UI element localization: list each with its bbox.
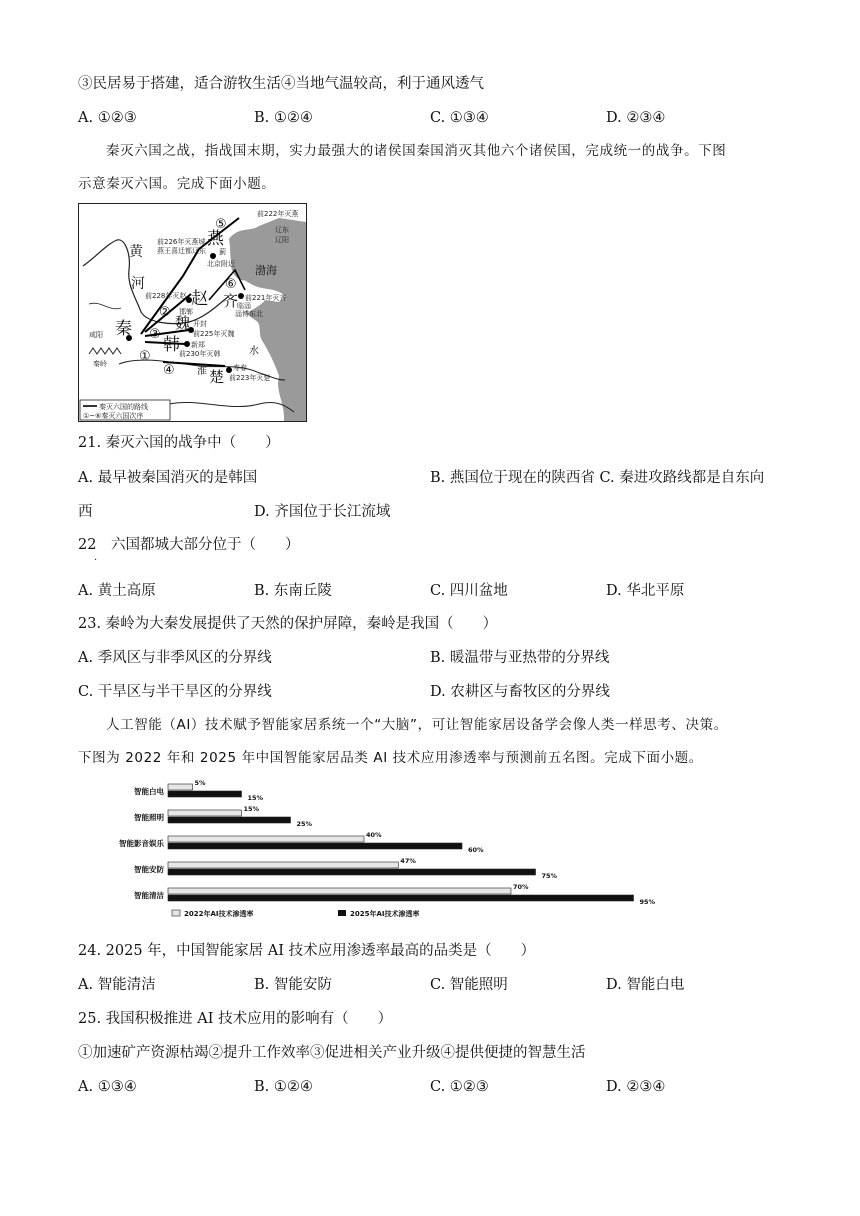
q20-option-b[interactable]: B. ①②④	[254, 110, 313, 126]
bar-2022	[168, 784, 193, 790]
data-label: 15%	[247, 794, 264, 802]
map-label-order-2: ②	[159, 305, 171, 320]
map-label-yellow: 黄	[129, 244, 143, 260]
q23-option-c[interactable]: C. 干旱区与半干旱区的分界线	[78, 684, 272, 700]
q20-statement-line: ③民居易于搭建，适合游牧生活④当地气温较高，利于通风透气	[78, 76, 484, 92]
q22-dot: .	[94, 552, 98, 563]
q23-option-a[interactable]: A. 季风区与非季风区的分界线	[78, 650, 272, 666]
q21-stem: 21. 秦灭六国的战争中（ ）	[78, 435, 280, 451]
bar-2022	[168, 888, 511, 894]
q21-option-a[interactable]: A. 最早被秦国消灭的是韩国	[78, 470, 258, 486]
q24-option-d[interactable]: D. 智能白电	[606, 977, 685, 993]
map-label-linzi: 临淄	[237, 302, 251, 310]
data-label: 25%	[296, 820, 313, 828]
data-label: 40%	[366, 831, 382, 839]
map-label-order-5: ⑤	[215, 217, 227, 232]
q20-option-d[interactable]: D. ②③④	[606, 110, 666, 126]
map-label-bohai: 渤海	[255, 264, 277, 277]
map-label-event-228: 前228年灭赵	[145, 292, 187, 300]
legend-swatch-2025	[338, 910, 346, 916]
ai-intro-line-1: 人工智能（AI）技术赋予智能家居系统一个“大脑”，可让智能家居设备学会像人类一样思考、决策。	[106, 717, 728, 733]
ai-penetration-bar-chart	[92, 778, 656, 926]
map-label-river: 河	[131, 276, 145, 292]
q24-stem: 24. 2025 年，中国智能家居 AI 技术应用渗透率最高的品类是（ ）	[78, 943, 536, 959]
q23-option-d[interactable]: D. 农耕区与畜牧区的分界线	[430, 684, 610, 700]
map-label-event-225: 前225年灭魏	[193, 330, 235, 338]
map-label-wei: 魏	[175, 314, 191, 332]
data-label: 75%	[541, 872, 558, 880]
map-label-zhao: 赵	[191, 289, 208, 309]
map-label-xinzheng: 新郑	[191, 341, 205, 349]
q24-option-a[interactable]: A. 智能清洁	[78, 977, 156, 993]
bar-2022	[168, 836, 364, 842]
map-label-handan: 邯郸	[179, 308, 193, 316]
q22-option-b[interactable]: B. 东南丘陵	[254, 583, 332, 599]
map-label-event-226b: 燕王喜迁都辽东	[157, 247, 206, 255]
map-label-event-230: 前230年灭韩	[179, 350, 221, 358]
map-label-event-223: 前223年灭楚	[229, 374, 271, 382]
map-label-liaoyang: 辽阳	[275, 236, 289, 244]
map-label-event-221: 前221年灭齐	[245, 294, 287, 302]
q25-option-c[interactable]: C. ①②③	[430, 1079, 489, 1095]
q22-stem: 22 六国都城大部分位于（ ）	[78, 537, 300, 553]
q22-option-c[interactable]: C. 四川盆地	[430, 583, 508, 599]
map-label-order-3: ③	[149, 327, 161, 342]
data-label: 60%	[468, 846, 484, 854]
q20-option-a[interactable]: A. ①②③	[78, 110, 137, 126]
data-label: 70%	[513, 883, 529, 891]
q25-statements: ①加速矿产资源枯竭②提升工作效率③促进相关产业升级④提供便捷的智慧生活	[78, 1045, 586, 1061]
map-label-shui: 水	[249, 346, 259, 357]
category-label: 智能安防	[134, 865, 164, 874]
q22-option-a[interactable]: A. 黄土高原	[78, 583, 156, 599]
wei-river-line	[89, 303, 121, 309]
q25-option-d[interactable]: D. ②③④	[606, 1079, 666, 1095]
category-label: 智能白电	[134, 787, 164, 796]
q23-option-b[interactable]: B. 暖温带与亚热带的分界线	[430, 650, 610, 666]
q25-stem: 25. 我国积极推进 AI 技术应用的影响有（ ）	[78, 1011, 393, 1027]
category-label: 智能影音娱乐	[119, 839, 164, 848]
q21-option-b-c[interactable]: B. 燕国位于现在的陕西省 C. 秦进攻路线都是自东向	[430, 470, 765, 486]
legend-label-2022: 2022年AI技术渗透率	[184, 910, 254, 918]
category-label: 智能清洁	[134, 891, 164, 900]
map-label-chu: 楚	[209, 368, 225, 386]
data-label: 47%	[400, 857, 416, 865]
yellow-river-line	[83, 240, 229, 324]
legend-route-text: 秦灭六国的路线	[99, 403, 148, 411]
bar-2025	[168, 791, 242, 797]
map-label-qinling: 秦岭	[93, 360, 107, 368]
map-label-shouchun: 寿春	[233, 364, 247, 372]
map-label-event-222: 前222年灭燕	[257, 210, 299, 218]
map-label-han: 韩	[163, 335, 180, 355]
legend-swatch-2022	[172, 910, 180, 916]
map-label-yan: 燕	[207, 229, 224, 249]
bar-2022	[168, 810, 242, 816]
data-label: 5%	[194, 779, 206, 787]
xinzheng-capital-dot	[184, 341, 190, 347]
q24-option-c[interactable]: C. 智能照明	[430, 977, 508, 993]
linzi-capital-dot	[238, 293, 244, 299]
legend-order-text: ①~⑥秦灭六国次序	[83, 412, 144, 420]
qin-intro-line-1: 秦灭六国之战，指战国末期，实力最强大的诸侯国秦国消灭其他六个诸侯国，完成统一的战争。下图	[106, 143, 727, 159]
data-label: 95%	[639, 898, 656, 906]
map-label-order-6: ⑥	[225, 277, 237, 292]
map-label-liaodong: 辽东	[275, 226, 289, 234]
qinling-mountains	[89, 348, 121, 354]
map-label-huai: 淮	[197, 366, 207, 377]
q23-stem: 23. 秦岭为大秦发展提供了天然的保护屏障，秦岭是我国（ ）	[78, 616, 498, 632]
map-label-kaifeng: 开封	[193, 320, 207, 328]
sea-area	[229, 218, 306, 421]
qin-intro-line-2: 示意秦灭六国。完成下面小题。	[78, 176, 276, 192]
bar-chart-svg	[92, 778, 656, 926]
q21-option-d[interactable]: D. 齐国位于长江流域	[254, 504, 391, 520]
q20-option-c[interactable]: C. ①③④	[430, 110, 489, 126]
ai-intro-line-2: 下图为 2022 年和 2025 年中国智能家居品类 AI 技术应用渗透率与预测前五名图。完成下面小题。	[78, 750, 703, 766]
map-label-xianyang: 咸阳	[89, 331, 103, 339]
map-label-zibo: 淄博东北	[235, 310, 263, 318]
map-label-event-226a: 前226年灭燕城	[157, 238, 206, 246]
ji-capital-dot	[210, 253, 216, 259]
q24-option-b[interactable]: B. 智能安防	[254, 977, 332, 993]
category-label: 智能照明	[134, 813, 164, 822]
map-label-qi: 齐	[223, 292, 239, 310]
map-label-qin: 秦	[115, 319, 132, 339]
map-label-order-4: ④	[163, 363, 175, 378]
map-label-order-1: ①	[139, 349, 151, 364]
q21-option-c-continued: 西	[78, 504, 93, 520]
q25-option-b[interactable]: B. ①②④	[254, 1079, 313, 1095]
data-label: 15%	[243, 805, 260, 813]
bar-2025	[168, 817, 291, 823]
qin-conquest-map	[78, 203, 307, 422]
map-label-ji: 蓟	[219, 248, 226, 256]
map-label-beijing: 北京附近	[207, 260, 235, 268]
bar-2022	[168, 862, 398, 868]
shouchun-capital-dot	[226, 367, 232, 373]
legend-label-2025: 2025年AI技术渗透率	[350, 910, 420, 918]
bar-2025	[168, 895, 634, 901]
bar-2025	[168, 869, 536, 875]
q25-option-a[interactable]: A. ①③④	[78, 1079, 137, 1095]
q22-option-d[interactable]: D. 华北平原	[606, 583, 685, 599]
bar-2025	[168, 843, 462, 849]
